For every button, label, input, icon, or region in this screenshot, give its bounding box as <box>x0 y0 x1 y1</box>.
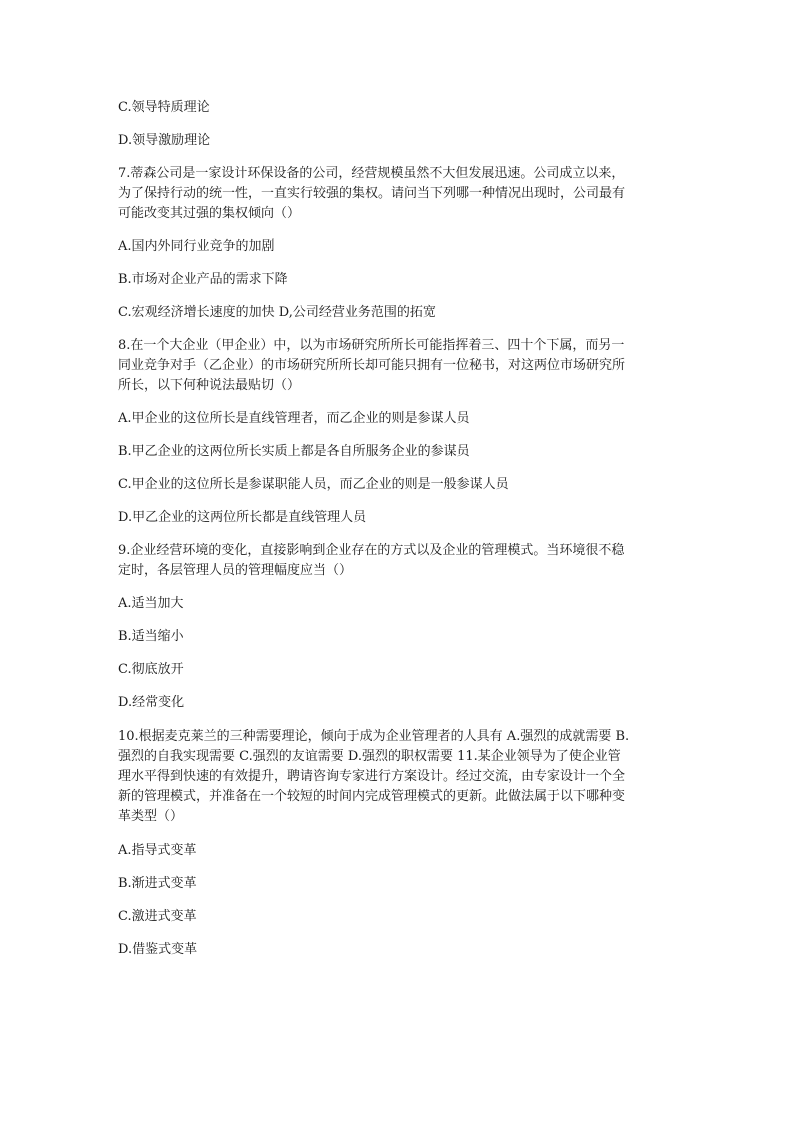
q6-option-c: C.领导特质理论 <box>118 100 210 115</box>
q9-option-a: A.适当加大 <box>118 596 184 611</box>
q10-stem-line-4: 新的管理模式，并准备在一个较短的时间内完成管理模式的更新。此做法属于以下哪种变 <box>118 789 626 804</box>
q9-option-b: B.适当缩小 <box>118 629 184 644</box>
q8-option-c: C.甲企业的这位所长是参谋职能人员，而乙企业的则是一般参谋人员 <box>118 477 509 492</box>
q8-option-d: D.甲乙企业的这两位所长都是直线管理人员 <box>118 510 367 525</box>
q10-stem-line-5: 革类型（） <box>118 809 184 824</box>
q8-stem-line-3: 所长，以下何种说法最贴切（） <box>118 378 301 393</box>
q8-stem-line-2: 同业竞争对手（乙企业）的市场研究所所长却可能只拥有一位秘书，对这两位市场研究所 <box>118 358 626 373</box>
q7-stem-line-2: 为了保持行动的统一性，一直实行较强的集权。请问当下列哪一种情况出现时，公司最有 <box>118 186 626 201</box>
q7-option-b: B.市场对企业产品的需求下降 <box>118 272 288 287</box>
q10-stem-line-2: 强烈的自我实现需要 C.强烈的友谊需要 D.强烈的职权需要 11.某企业领导为了使企业管 <box>118 749 621 764</box>
q11-option-d: D.借鉴式变革 <box>118 942 198 957</box>
q8-option-b: B.甲乙企业的这两位所长实质上都是各自所服务企业的参谋员 <box>118 444 470 459</box>
q11-option-c: C.激进式变革 <box>118 909 197 924</box>
q8-option-a: A.甲企业的这位所长是直线管理者，而乙企业的则是参谋人员 <box>118 411 470 426</box>
q6-option-d: D.领导激励理论 <box>118 133 211 148</box>
q9-stem-line-1: 9.企业经营环境的变化，直接影响到企业存在的方式以及企业的管理模式。当环境很不稳 <box>118 543 625 558</box>
q7-stem-line-3: 可能改变其过强的集权倾向（） <box>118 206 301 221</box>
q9-stem-line-2: 定时，各层管理人员的管理幅度应当（） <box>118 563 353 578</box>
q8-stem-line-1: 8.在一个大企业（甲企业）中，以为市场研究所所长可能指挥着三、四十个下属，而另一 <box>118 338 625 353</box>
q7-option-a: A.国内外同行业竞争的加剧 <box>118 239 275 254</box>
q9-option-d: D.经常变化 <box>118 695 185 710</box>
q7-stem-line-1: 7.蒂森公司是一家设计环保设备的公司，经营规模虽然不大但发展迅速。公司成立以来， <box>118 166 625 181</box>
q10-stem-line-3: 理水平得到快速的有效提升，聘请咨询专家进行方案设计。经过交流，由专家设计一个全 <box>118 769 626 784</box>
q7-option-cd: C.宏观经济增长速度的加快 D,公司经营业务范围的拓宽 <box>118 305 436 320</box>
q11-option-b: B.渐进式变革 <box>118 876 197 891</box>
q10-stem-line-1: 10.根据麦克莱兰的三种需要理论，倾向于成为企业管理者的人具有 A.强烈的成就需要 B. <box>118 729 630 744</box>
q9-option-c: C.彻底放开 <box>118 662 184 677</box>
q11-option-a: A.指导式变革 <box>118 843 197 858</box>
